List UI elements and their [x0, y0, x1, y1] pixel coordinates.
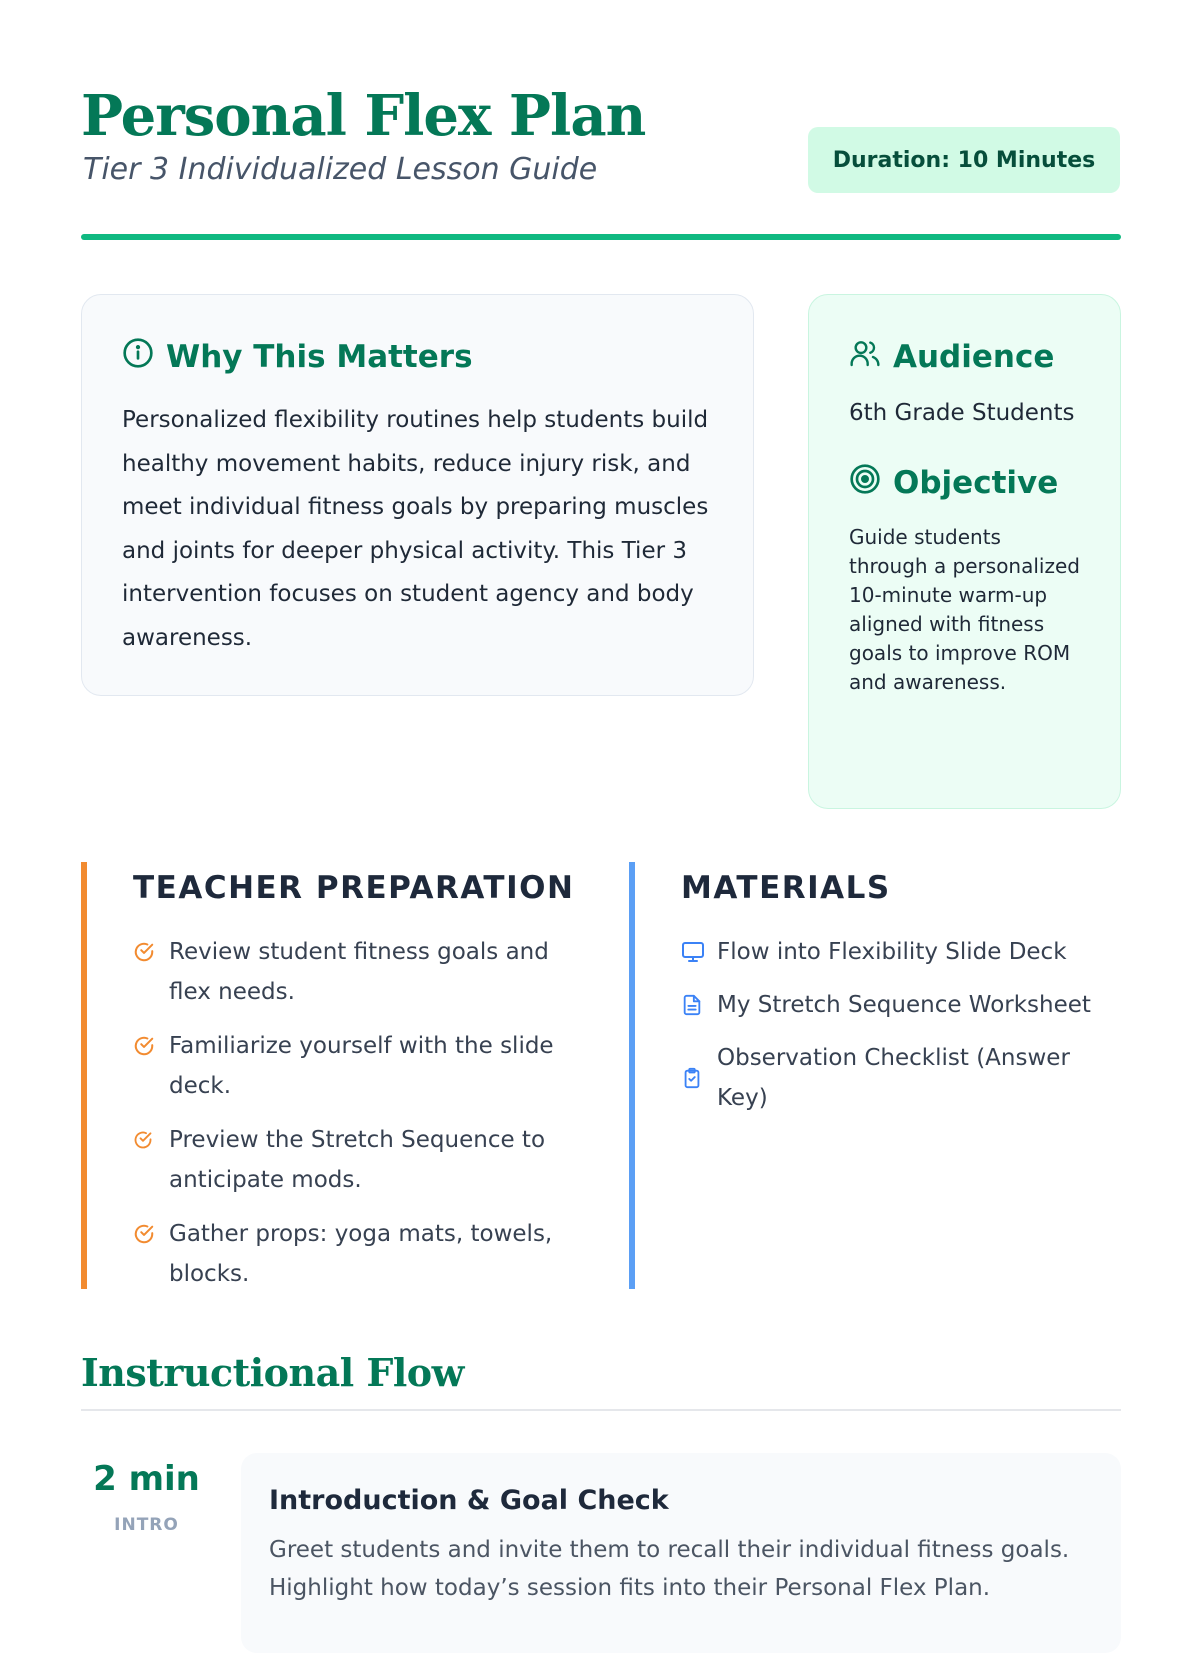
preparation-item-text: Familiarize yourself with the slide deck.	[169, 1033, 554, 1099]
page-title: Personal Flex Plan	[81, 83, 646, 149]
list-item	[133, 1214, 581, 1294]
audience-heading-text: Audience	[893, 339, 1055, 375]
preparation-item-text: Preview the Stretch Sequence to anticipate mods.	[169, 1127, 546, 1193]
instructional-flow-heading: Instructional Flow	[81, 1350, 464, 1395]
target-icon	[849, 463, 881, 503]
materials-item-text: Flow into Flexibility Slide Deck	[717, 939, 1067, 965]
step-title: Introduction & Goal Check	[269, 1485, 669, 1516]
flow-divider	[81, 1409, 1121, 1411]
materials-section	[629, 862, 1121, 1289]
page-subtitle: Tier 3 Individualized Lesson Guide	[83, 152, 598, 187]
duration-badge: Duration: 10 Minutes	[808, 127, 1120, 193]
check-circle-icon	[133, 932, 157, 972]
why-heading-text: Why This Matters	[166, 339, 473, 375]
why-this-matters-card	[81, 294, 754, 696]
check-circle-icon	[133, 1026, 157, 1066]
teacher-preparation-section	[81, 862, 581, 1289]
list-item	[133, 1120, 581, 1200]
users-icon	[849, 337, 881, 377]
list-item	[681, 932, 1121, 972]
materials-item-text: Observation Checklist (Answer Key)	[717, 1045, 1070, 1111]
step-tag: INTRO	[114, 1515, 179, 1535]
info-icon	[122, 337, 154, 377]
preparation-list	[133, 932, 581, 1294]
audience-body: 6th Grade Students	[849, 400, 1075, 426]
preparation-item-text: Gather props: yoga mats, towels, blocks.	[169, 1221, 553, 1287]
objective-body: Guide students through a personalized 10-minute warm-up aligned with fitness goals to improve ROM and awareness.	[849, 525, 1080, 694]
step-time: 2 min	[93, 1459, 200, 1499]
step-body: Greet students and invite them to recall their individual fitness goals. Highlight how today’s session fits into their Personal Flex Plan.	[269, 1537, 1070, 1601]
header-divider	[81, 234, 1121, 240]
list-item	[133, 932, 581, 1012]
why-heading	[122, 337, 713, 377]
materials-heading: MATERIALS	[681, 870, 891, 906]
preparation-item-text: Review student fitness goals and flex needs.	[169, 939, 549, 1005]
why-body: Personalized flexibility routines help students build healthy movement habits, reduce injury risk, and meet individual fitness goals by preparing muscles and joints for deeper physical activity. This Tier 3 intervention focuses on student agency and body awareness.	[122, 407, 709, 651]
preparation-heading: TEACHER PREPARATION	[133, 870, 575, 906]
check-circle-icon	[133, 1120, 157, 1160]
audience-objective-card	[808, 294, 1121, 809]
materials-list	[681, 932, 1121, 1118]
audience-heading	[849, 337, 1080, 377]
document-icon	[681, 985, 705, 1025]
flow-step-card	[241, 1453, 1121, 1653]
monitor-icon	[681, 932, 705, 972]
objective-heading-text: Objective	[893, 465, 1059, 501]
list-item	[681, 985, 1121, 1025]
check-circle-icon	[133, 1214, 157, 1254]
objective-heading	[849, 463, 1080, 503]
clipboard-check-icon	[681, 1058, 705, 1098]
list-item	[133, 1026, 581, 1106]
list-item	[681, 1038, 1121, 1118]
materials-item-text: My Stretch Sequence Worksheet	[717, 992, 1091, 1018]
